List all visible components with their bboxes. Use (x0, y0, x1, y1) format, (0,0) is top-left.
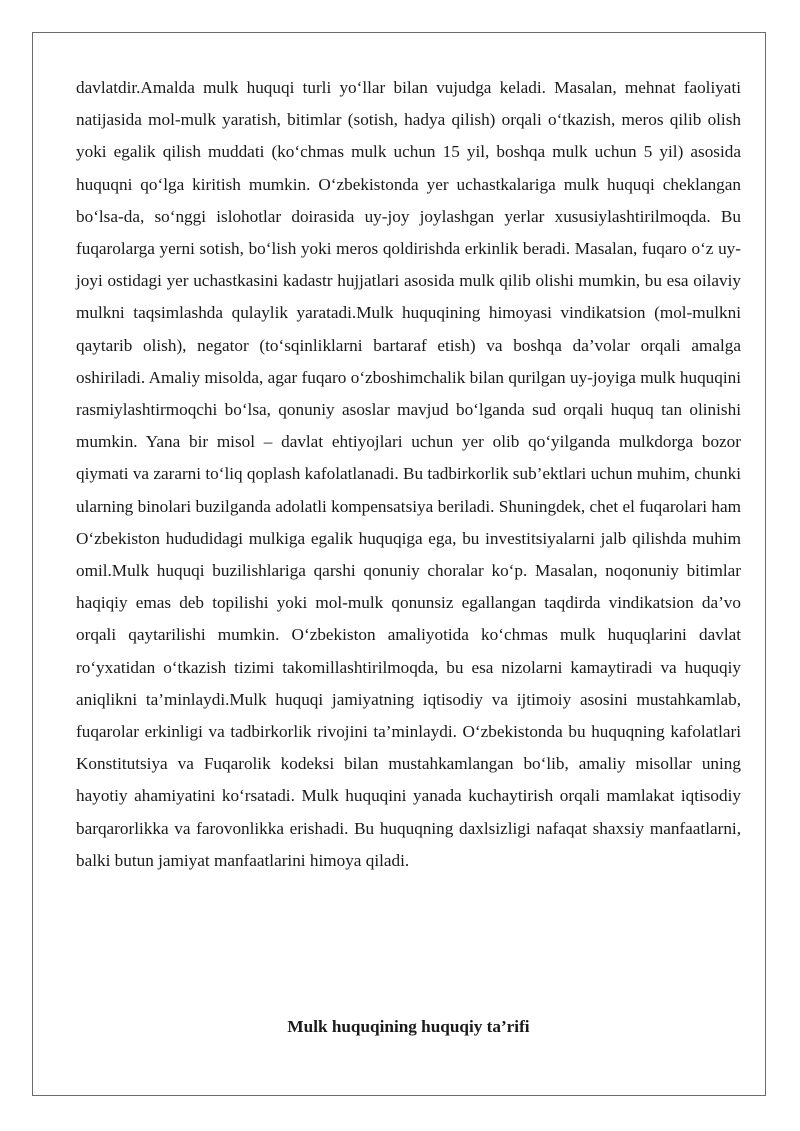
body-paragraph: davlatdir.Amalda mulk huquqi turli yo‘llar bilan vujudga keladi. Masalan, mehnat faoliyati natijasida mol-mulk yaratish, bitimlar (sotish, hadya qilish) orqali o‘tkazish, meros qilib olish yoki egalik qilish muddati (ko‘chmas mulk uchun 15 yil, boshqa mulk uchun 5 yil) asosida huquqni qo‘lga kiritish mumkin. O‘zbekistonda yer uchastkalariga mulk huquqi cheklangan bo‘lsa-da, so‘nggi islohotlar doirasida uy-joy joylashgan yerlar xususiylashtirilmoqda. Bu fuqarolarga yerni sotish, bo‘lish yoki meros qoldirishda erkinlik beradi. Masalan, fuqaro o‘z uy-joyi ostidagi yer uchastkasini kadastr hujjatlari asosida mulk qilib olishi mumkin, bu esa oilaviy mulkni taqsimlashda qulaylik yaratadi.Mulk huquqining himoyasi vindikatsion (mol-mulkni qaytarib olish), negator (to‘sqinliklarni bartaraf etish) va boshqa da’volar orqali amalga oshiriladi. Amaliy misolda, agar fuqaro o‘zboshimchalik bilan qurilgan uy-joyiga mulk huquqini rasmiylashtirmoqchi bo‘lsa, qonuniy asoslar mavjud bo‘lganda sud orqali huquq tan olinishi mumkin. Yana bir misol – davlat ehtiyojlari uchun yer olib qo‘yilganda mulkdorga bozor qiymati va zararni to‘liq qoplash kafolatlanadi. Bu tadbirkorlik sub’ektlari uchun muhim, chunki ularning binolari buzilganda adolatli kompensatsiya beriladi. Shuningdek, chet el fuqarolari ham O‘zbekiston hududidagi mulkiga egalik huquqiga ega, bu investitsiyalarni jalb qilishda muhim omil.Mulk huquqi buzilishlariga qarshi qonuniy choralar ko‘p. Masalan, noqonuniy bitimlar haqiqiy emas deb topilishi yoki mol-mulk qonunsiz egallangan taqdirda vindikatsion da’vo orqali qaytarilishi mumkin. O‘zbekiston amaliyotida ko‘chmas mulk huquqlarini davlat ro‘yxatidan o‘tkazish tizimi takomillashtirilmoqda, bu esa nizolarni kamaytiradi va huquqiy aniqlikni ta’minlaydi.Mulk huquqi jamiyatning iqtisodiy va ijtimoiy asosini mustahkamlab, fuqarolar erkinligi va tadbirkorlik rivojini ta’minlaydi. O‘zbekistonda bu huquqning kafolatlari Konstitutsiya va Fuqarolik kodeksi bilan mustahkamlangan bo‘lib, amaliy misollar uning hayotiy ahamiyatini ko‘rsatadi. Mulk huquqini yanada kuchaytirish orqali mamlakat iqtisodiy barqarorlikka va farovonlikka erishadi. Bu huquqning daxlsizligi nafaqat shaxsiy manfaatlarni, balki butun jamiyat manfaatlarini himoya qiladi. (76, 78, 741, 870)
section-heading: Mulk huquqining huquqiy ta’rifi (287, 1017, 530, 1036)
